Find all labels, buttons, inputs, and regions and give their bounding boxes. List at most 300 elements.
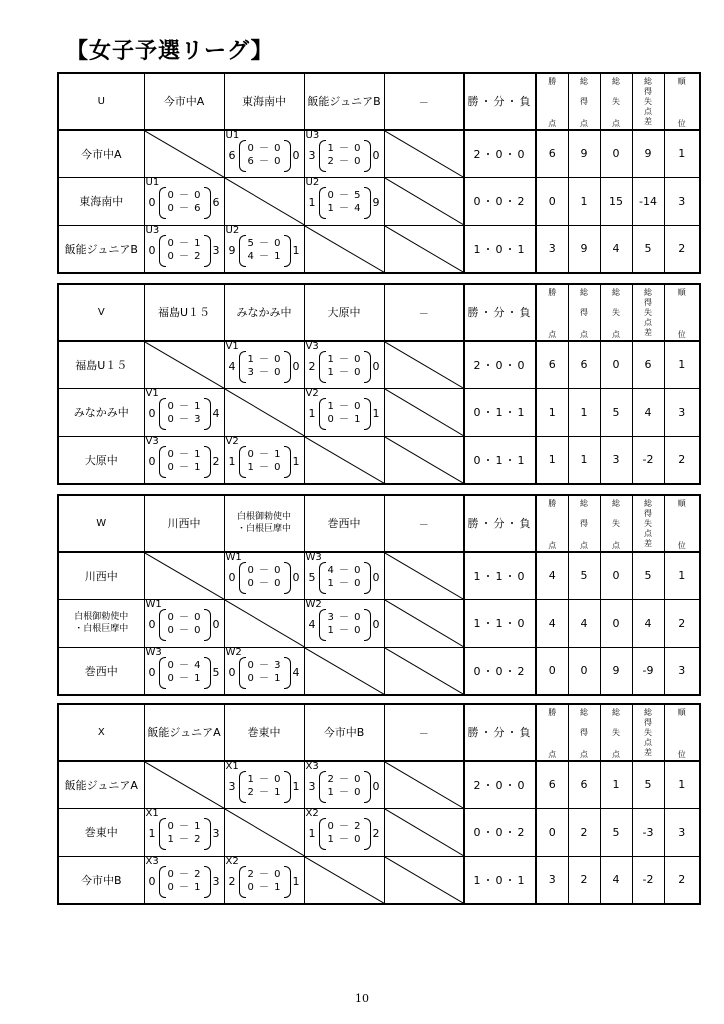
- stat-value: 5: [600, 389, 632, 437]
- stat-value: 5: [568, 552, 600, 600]
- stat-value: 0: [536, 809, 568, 857]
- goals-for: 1: [308, 196, 316, 210]
- diagonal-line: [385, 600, 464, 647]
- first-half-score: 0 － 3: [247, 659, 282, 671]
- blank-cell: [384, 436, 464, 484]
- league-group-u: [57, 72, 699, 274]
- first-half-score: 4 － 0: [327, 564, 362, 576]
- stat-value: -2: [632, 856, 664, 904]
- stat-value: 3: [664, 389, 700, 437]
- stat-value: 4: [536, 600, 568, 648]
- header-stat: 勝 点: [536, 284, 568, 341]
- header-team-name: 今市中A: [144, 73, 224, 130]
- first-half-score: 1 － 0: [247, 353, 282, 365]
- stat-value: 4: [536, 552, 568, 600]
- match-code: U1: [145, 177, 160, 189]
- goals-for: 3: [228, 779, 236, 793]
- match-result-cell: [144, 647, 224, 695]
- self-match-cell: [304, 225, 384, 273]
- diagonal-line: [145, 342, 224, 388]
- match-result-cell: [304, 341, 384, 389]
- diagonal-line: [225, 600, 304, 647]
- stat-value: 4: [632, 600, 664, 648]
- match-result-cell: [304, 389, 384, 437]
- league-table: [57, 703, 701, 905]
- wdl-record: 0・0・2: [464, 178, 536, 226]
- row-team-name: 飯能ジュニアB: [58, 225, 144, 273]
- half-scores: [159, 818, 211, 850]
- goals-against: 0: [212, 618, 220, 632]
- goals-for: 1: [148, 827, 156, 841]
- goals-against: 1: [292, 779, 300, 793]
- league-table: [57, 283, 701, 485]
- self-match-cell: [224, 600, 304, 648]
- first-half-score: 0 － 0: [247, 142, 282, 154]
- half-scores: [239, 446, 291, 478]
- diagonal-line: [305, 648, 384, 694]
- stat-value: 3: [600, 436, 632, 484]
- stat-value: 6: [536, 341, 568, 389]
- match-code: V3: [145, 435, 159, 447]
- league-group-w: [57, 494, 699, 696]
- stat-value: 6: [536, 761, 568, 809]
- goals-against: 0: [292, 570, 300, 584]
- header-stat: 総 得 失 点 差: [632, 284, 664, 341]
- diagonal-line: [225, 389, 304, 436]
- match-result-cell: [304, 552, 384, 600]
- second-half-score: 4 － 1: [247, 250, 282, 262]
- match-result-cell: [224, 130, 304, 178]
- header-team-name: みなかみ中: [224, 284, 304, 341]
- diagonal-line: [385, 857, 464, 903]
- stat-value: 4: [632, 389, 664, 437]
- diagonal-line: [385, 178, 464, 225]
- blank-cell: [384, 647, 464, 695]
- header-stat: 総 得 失 点 差: [632, 495, 664, 552]
- second-half-score: 0 － 0: [167, 625, 202, 637]
- header-dash: －: [384, 495, 464, 552]
- match-code: V2: [305, 388, 319, 400]
- goals-against: 4: [212, 407, 220, 421]
- half-scores: [159, 398, 211, 430]
- diagonal-line: [305, 857, 384, 903]
- row-team-name: 今市中B: [58, 856, 144, 904]
- match-code: W3: [305, 551, 322, 563]
- self-match-cell: [304, 436, 384, 484]
- goals-against: 0: [372, 570, 380, 584]
- wdl-record: 1・0・1: [464, 856, 536, 904]
- diagonal-line: [225, 178, 304, 225]
- match-result-cell: [224, 436, 304, 484]
- blank-cell: [384, 856, 464, 904]
- self-match-cell: [224, 389, 304, 437]
- league-group-v: [57, 283, 699, 485]
- wdl-record: 2・0・0: [464, 130, 536, 178]
- diagonal-line: [145, 762, 224, 808]
- stat-value: 1: [664, 130, 700, 178]
- match-code: X3: [145, 855, 159, 867]
- wdl-record: 0・0・2: [464, 647, 536, 695]
- match-code: X3: [305, 760, 319, 772]
- first-half-score: 1 － 0: [247, 773, 282, 785]
- wdl-record: 0・1・1: [464, 436, 536, 484]
- stat-value: 1: [600, 761, 632, 809]
- blank-cell: [384, 178, 464, 226]
- half-scores: [319, 818, 371, 850]
- goals-against: 2: [212, 454, 220, 468]
- match-result-cell: [304, 130, 384, 178]
- header-team-name: 巻西中: [304, 495, 384, 552]
- stat-value: 2: [568, 809, 600, 857]
- goals-for: 6: [228, 148, 236, 162]
- match-result-cell: [144, 600, 224, 648]
- goals-against: 3: [212, 874, 220, 888]
- diagonal-line: [385, 437, 464, 483]
- group-name: W: [58, 495, 144, 552]
- header-team-name: 巻東中: [224, 704, 304, 761]
- second-half-score: 1 － 4: [327, 203, 362, 215]
- header-team-name: 川西中: [144, 495, 224, 552]
- goals-against: 0: [372, 618, 380, 632]
- row-team-name: みなかみ中: [58, 389, 144, 437]
- goals-for: 1: [308, 827, 316, 841]
- match-result-cell: [224, 856, 304, 904]
- page-number: 10: [355, 992, 369, 1005]
- stat-value: 4: [600, 225, 632, 273]
- match-code: U1: [225, 129, 240, 141]
- stat-value: 4: [568, 600, 600, 648]
- first-half-score: 3 － 0: [327, 612, 362, 624]
- half-scores: [159, 609, 211, 641]
- goals-against: 0: [372, 148, 380, 162]
- match-code: V1: [145, 388, 159, 400]
- match-result-cell: [304, 600, 384, 648]
- match-code: X1: [145, 808, 159, 820]
- match-result-cell: [144, 225, 224, 273]
- group-name: U: [58, 73, 144, 130]
- second-half-score: 1 － 2: [167, 834, 202, 846]
- stat-value: -14: [632, 178, 664, 226]
- group-name: X: [58, 704, 144, 761]
- goals-against: 9: [372, 196, 380, 210]
- stat-value: 9: [632, 130, 664, 178]
- second-half-score: 0 － 1: [167, 672, 202, 684]
- header-stat: 総 失 点: [600, 704, 632, 761]
- header-stat: 総 失 点: [600, 495, 632, 552]
- header-stat: 順 位: [664, 73, 700, 130]
- wdl-record: 1・1・0: [464, 552, 536, 600]
- stat-value: 15: [600, 178, 632, 226]
- match-code: V1: [225, 340, 239, 352]
- second-half-score: 0 － 0: [247, 577, 282, 589]
- wdl-record: 2・0・0: [464, 761, 536, 809]
- row-team-name: 今市中A: [58, 130, 144, 178]
- goals-for: 2: [228, 874, 236, 888]
- goals-for: 0: [148, 618, 156, 632]
- half-scores: [159, 235, 211, 267]
- diagonal-line: [385, 389, 464, 436]
- second-half-score: 0 － 1: [167, 461, 202, 473]
- diagonal-line: [385, 809, 464, 856]
- match-code: X1: [225, 760, 239, 772]
- header-stat: 総 失 点: [600, 73, 632, 130]
- stat-value: 3: [664, 647, 700, 695]
- match-result-cell: [144, 856, 224, 904]
- blank-cell: [384, 552, 464, 600]
- blank-cell: [384, 389, 464, 437]
- diagonal-line: [385, 131, 464, 177]
- stat-value: 1: [568, 178, 600, 226]
- header-stat: 勝 点: [536, 704, 568, 761]
- match-result-cell: [304, 761, 384, 809]
- stat-value: 5: [632, 225, 664, 273]
- header-team-name: 今市中B: [304, 704, 384, 761]
- stat-value: 2: [664, 856, 700, 904]
- group-name: V: [58, 284, 144, 341]
- diagonal-line: [145, 131, 224, 177]
- first-half-score: 2 － 0: [327, 773, 362, 785]
- goals-against: 5: [212, 665, 220, 679]
- header-stat: 総 得 点: [568, 704, 600, 761]
- header-stat: 順 位: [664, 704, 700, 761]
- match-result-cell: [304, 809, 384, 857]
- goals-for: 0: [148, 874, 156, 888]
- header-team-name: 東海南中: [224, 73, 304, 130]
- self-match-cell: [224, 809, 304, 857]
- self-match-cell: [304, 856, 384, 904]
- match-code: W3: [145, 646, 162, 658]
- self-match-cell: [144, 552, 224, 600]
- goals-for: 1: [228, 454, 236, 468]
- goals-against: 0: [372, 779, 380, 793]
- page-title: 【女子予選リーグ】: [66, 39, 274, 64]
- first-half-score: 0 － 0: [247, 564, 282, 576]
- header-stat: 総 得 失 点 差: [632, 704, 664, 761]
- header-team-name: 飯能ジュニアB: [304, 73, 384, 130]
- header-stat: 総 失 点: [600, 284, 632, 341]
- goals-for: 2: [308, 359, 316, 373]
- first-half-score: 1 － 0: [327, 142, 362, 154]
- second-half-score: 1 － 0: [327, 625, 362, 637]
- header-stat: 総 得 点: [568, 284, 600, 341]
- header-stat: 勝 点: [536, 495, 568, 552]
- goals-against: 0: [372, 359, 380, 373]
- second-half-score: 1 － 0: [247, 461, 282, 473]
- match-code: U3: [305, 129, 320, 141]
- header-wdl: 勝・分・負: [464, 284, 536, 341]
- row-team-name: 東海南中: [58, 178, 144, 226]
- second-half-score: 2 － 1: [247, 786, 282, 798]
- first-half-score: 1 － 0: [327, 401, 362, 413]
- league-table: [57, 494, 701, 696]
- second-half-score: 0 － 1: [247, 881, 282, 893]
- stat-value: 1: [664, 552, 700, 600]
- goals-for: 3: [308, 148, 316, 162]
- header-team-name: 福島U１５: [144, 284, 224, 341]
- self-match-cell: [224, 178, 304, 226]
- row-team-name: 飯能ジュニアA: [58, 761, 144, 809]
- first-half-score: 0 － 1: [167, 821, 202, 833]
- match-result-cell: [144, 389, 224, 437]
- match-result-cell: [304, 178, 384, 226]
- stat-value: 1: [568, 389, 600, 437]
- header-stat: 総 得 点: [568, 495, 600, 552]
- diagonal-line: [305, 226, 384, 272]
- blank-cell: [384, 809, 464, 857]
- goals-against: 2: [372, 827, 380, 841]
- goals-for: 9: [228, 243, 236, 257]
- half-scores: [239, 140, 291, 172]
- row-team-name: 白根御勅使中 ・白根巨摩中: [58, 600, 144, 648]
- header-team-name: 白根御勅使中 ・白根巨摩中: [224, 495, 304, 552]
- match-code: U2: [225, 224, 240, 236]
- stat-value: -9: [632, 647, 664, 695]
- stat-value: 3: [664, 809, 700, 857]
- header-team-name: 飯能ジュニアA: [144, 704, 224, 761]
- stat-value: 3: [664, 178, 700, 226]
- goals-against: 1: [292, 874, 300, 888]
- blank-cell: [384, 225, 464, 273]
- self-match-cell: [144, 130, 224, 178]
- goals-against: 0: [292, 359, 300, 373]
- match-result-cell: [144, 178, 224, 226]
- stat-value: -3: [632, 809, 664, 857]
- diagonal-line: [385, 648, 464, 694]
- header-stat: 総 得 点: [568, 73, 600, 130]
- stat-value: 5: [632, 552, 664, 600]
- stat-value: 0: [536, 178, 568, 226]
- stat-value: 1: [664, 341, 700, 389]
- half-scores: [319, 562, 371, 594]
- wdl-record: 0・1・1: [464, 389, 536, 437]
- stat-value: 9: [568, 130, 600, 178]
- stat-value: 6: [568, 341, 600, 389]
- match-code: W2: [225, 646, 242, 658]
- stat-value: 2: [664, 600, 700, 648]
- header-team-name: 大原中: [304, 284, 384, 341]
- second-half-score: 0 － 6: [167, 203, 202, 215]
- stat-value: 1: [536, 389, 568, 437]
- diagonal-line: [385, 342, 464, 388]
- half-scores: [319, 351, 371, 383]
- goals-for: 0: [148, 454, 156, 468]
- header-wdl: 勝・分・負: [464, 73, 536, 130]
- goals-for: 4: [228, 359, 236, 373]
- match-code: U3: [145, 224, 160, 236]
- header-stat: 総 得 失 点 差: [632, 73, 664, 130]
- stat-value: 4: [600, 856, 632, 904]
- match-code: W1: [225, 551, 242, 563]
- goals-for: 0: [148, 407, 156, 421]
- half-scores: [319, 771, 371, 803]
- diagonal-line: [305, 437, 384, 483]
- first-half-score: 0 － 0: [167, 190, 202, 202]
- diagonal-line: [385, 553, 464, 599]
- goals-for: 0: [148, 196, 156, 210]
- match-code: V3: [305, 340, 319, 352]
- first-half-score: 0 － 1: [247, 448, 282, 460]
- match-code: X2: [305, 808, 319, 820]
- goals-for: 0: [228, 665, 236, 679]
- second-half-score: 6 － 0: [247, 155, 282, 167]
- wdl-record: 0・0・2: [464, 809, 536, 857]
- half-scores: [239, 866, 291, 898]
- goals-for: 0: [228, 570, 236, 584]
- stat-value: 9: [568, 225, 600, 273]
- first-half-score: 2 － 0: [247, 868, 282, 880]
- header-dash: －: [384, 704, 464, 761]
- half-scores: [159, 866, 211, 898]
- first-half-score: 0 － 1: [167, 237, 202, 249]
- league-group-x: [57, 703, 699, 905]
- header-stat: 順 位: [664, 284, 700, 341]
- first-half-score: 5 － 0: [247, 237, 282, 249]
- match-code: W2: [305, 599, 322, 611]
- row-team-name: 巻東中: [58, 809, 144, 857]
- stat-value: 0: [600, 341, 632, 389]
- league-table: [57, 72, 701, 274]
- header-wdl: 勝・分・負: [464, 704, 536, 761]
- first-half-score: 0 － 5: [327, 190, 362, 202]
- goals-against: 6: [212, 196, 220, 210]
- stat-value: 5: [632, 761, 664, 809]
- stat-value: 0: [600, 130, 632, 178]
- stat-value: -2: [632, 436, 664, 484]
- goals-against: 3: [212, 243, 220, 257]
- stat-value: 6: [536, 130, 568, 178]
- first-half-score: 0 － 0: [167, 612, 202, 624]
- half-scores: [239, 351, 291, 383]
- goals-against: 3: [212, 827, 220, 841]
- stat-value: 0: [536, 647, 568, 695]
- stat-value: 2: [664, 225, 700, 273]
- first-half-score: 0 － 4: [167, 659, 202, 671]
- first-half-score: 0 － 2: [167, 868, 202, 880]
- second-half-score: 0 － 1: [247, 672, 282, 684]
- header-dash: －: [384, 284, 464, 341]
- goals-against: 1: [372, 407, 380, 421]
- header-stat: 勝 点: [536, 73, 568, 130]
- stat-value: 6: [568, 761, 600, 809]
- diagonal-line: [385, 762, 464, 808]
- stat-value: 3: [536, 225, 568, 273]
- half-scores: [239, 771, 291, 803]
- goals-for: 1: [308, 407, 316, 421]
- first-half-score: 0 － 1: [167, 448, 202, 460]
- match-code: X2: [225, 855, 239, 867]
- half-scores: [159, 187, 211, 219]
- match-code: U2: [305, 177, 320, 189]
- half-scores: [319, 140, 371, 172]
- match-result-cell: [224, 647, 304, 695]
- second-half-score: 0 － 2: [167, 250, 202, 262]
- goals-for: 5: [308, 570, 316, 584]
- second-half-score: 1 － 0: [327, 786, 362, 798]
- goals-for: 0: [148, 243, 156, 257]
- first-half-score: 0 － 2: [327, 821, 362, 833]
- row-team-name: 巻西中: [58, 647, 144, 695]
- stat-value: 0: [600, 552, 632, 600]
- goals-for: 3: [308, 779, 316, 793]
- stat-value: 1: [664, 761, 700, 809]
- stat-value: 2: [568, 856, 600, 904]
- goals-against: 1: [292, 454, 300, 468]
- half-scores: [239, 657, 291, 689]
- goals-for: 0: [148, 665, 156, 679]
- match-code: W1: [145, 599, 162, 611]
- stat-value: 5: [600, 809, 632, 857]
- stat-value: 0: [568, 647, 600, 695]
